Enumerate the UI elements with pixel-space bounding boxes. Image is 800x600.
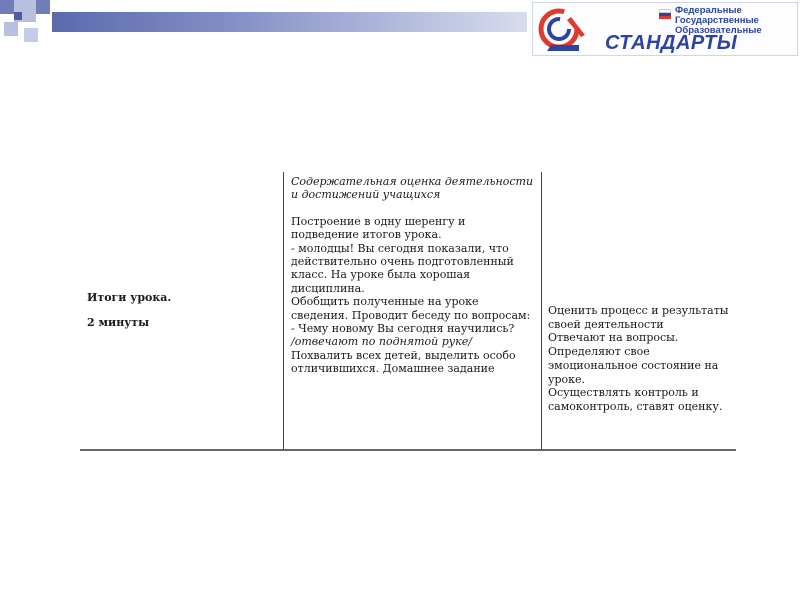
stage-duration: 2 минуты bbox=[87, 316, 150, 329]
table-divider bbox=[283, 172, 284, 450]
student-text: Отвечают на вопросы. bbox=[548, 331, 679, 345]
teacher-text: - Чему новому Вы сегодня научились? bbox=[291, 322, 515, 336]
logo-line-1: Федеральные bbox=[675, 5, 742, 16]
table-divider bbox=[541, 172, 542, 450]
teacher-activity-cell bbox=[291, 175, 536, 376]
student-activity-cell bbox=[548, 304, 730, 414]
assessment-heading: Содержательная оценка деятельности и достижений учащихся bbox=[291, 175, 534, 202]
logo-title: СТАНДАРТЫ bbox=[605, 32, 738, 54]
student-text: Определяют свое эмоциональное состояние на уроке. bbox=[548, 345, 719, 386]
stage-title: Итоги урока. bbox=[87, 291, 172, 304]
teacher-text: Похвалить всех детей, выделить особо отличившихся. Домашнее задание bbox=[291, 348, 516, 376]
stage-cell bbox=[87, 291, 277, 330]
teacher-text: Построение в одну шеренгу и подведение итогов урока. bbox=[291, 214, 466, 242]
teacher-note: /отвечают по поднятой руке/ bbox=[291, 335, 472, 349]
student-text: Оценить процесс и результаты своей деятельности bbox=[548, 304, 729, 331]
student-text: Осуществлять контроль и самоконтроль, ставят оценку. bbox=[548, 386, 723, 413]
teacher-text: Обобщить полученные на уроке сведения. Проводит беседу по вопросам: bbox=[291, 295, 531, 322]
logo-line-3: Образовательные bbox=[675, 25, 762, 36]
logo-line-2: Государственные bbox=[675, 15, 759, 26]
table-bottom-border bbox=[80, 449, 736, 451]
teacher-text: - молодцы! Вы сегодня показали, что действительно очень подготовленный класс. На уроке была хорошая дисциплина. bbox=[291, 241, 514, 295]
